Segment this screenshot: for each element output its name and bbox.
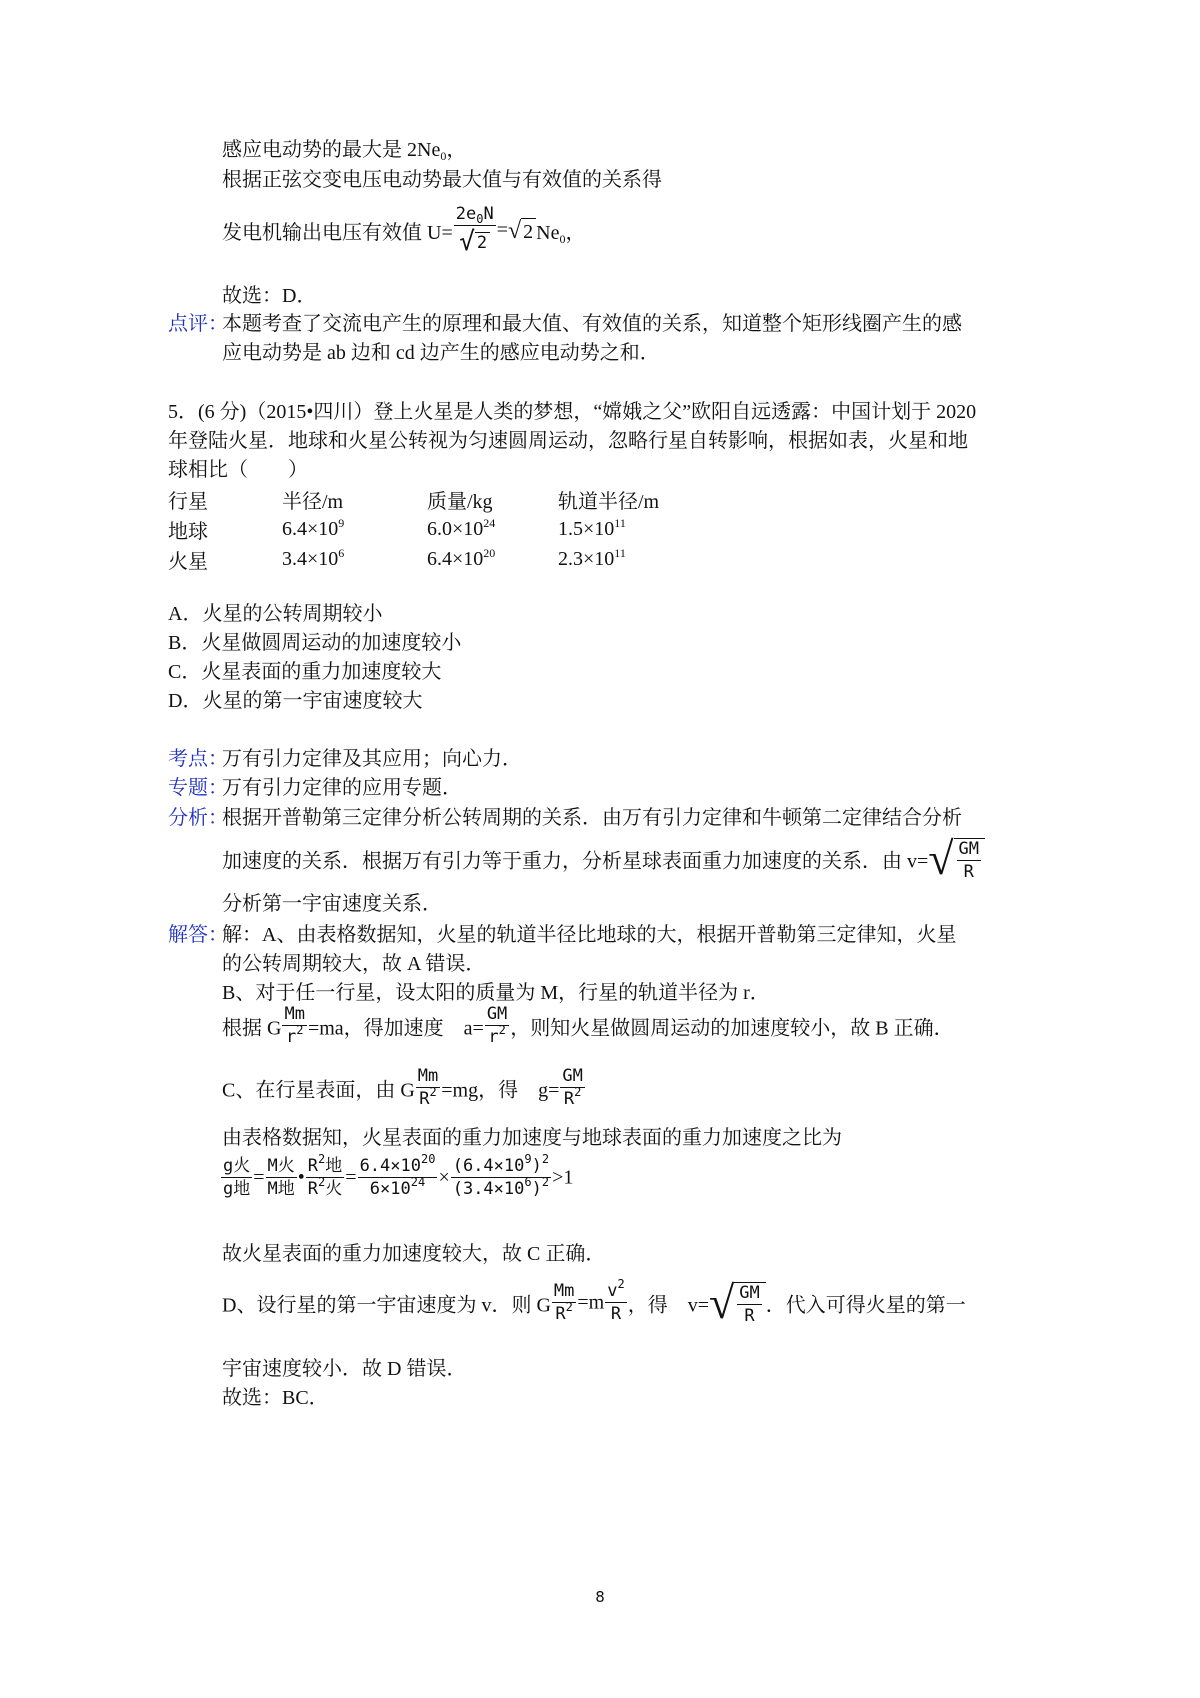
table-cell: 火星 <box>168 550 208 573</box>
formula-line: C、在行星表面，由 G $\frac{Mm}{R^2}$ =mg，得 g= $\frac{GM}{R^2}$ <box>222 1066 583 1109</box>
planet-table <box>168 484 698 574</box>
option-b: B．火星做圆周运动的加速度较小 <box>168 632 462 654</box>
text-line: 解：A、由表格数据知，火星的轨道半径比地球的大，根据开普勒第三定律知，火星 <box>222 924 957 946</box>
table-header: 半径/m <box>282 490 344 513</box>
text-line: 故选：BC． <box>222 1387 329 1409</box>
table-row <box>168 514 698 544</box>
formula-line: 加速度的关系．根据万有引力等于重力，分析星球表面重力加速度的关系．由 v=√ $\frac{GM}{R}$ <box>222 836 985 882</box>
kaodian-label: 考点： <box>168 748 228 770</box>
question-line: 年登陆火星．地球和火星公转视为匀速圆周运动，忽略行星自转影响，根据如表，火星和地 <box>168 430 968 452</box>
table-cell: 地球 <box>168 520 208 543</box>
table-cell: $1.5\times 10^{11}$ <box>558 515 626 540</box>
table-header-row <box>168 484 698 514</box>
jieda-label: 解答： <box>168 924 228 946</box>
text-line: 故选：D． <box>222 285 317 307</box>
fenxi-label: 分析： <box>168 807 228 829</box>
text-line: 的公转周期较大，故 A 错误． <box>222 953 486 975</box>
question-line: 球相比（ ） <box>168 459 308 481</box>
comment-label: 点评： <box>168 313 228 335</box>
text-line: 宇宙速度较小．故 D 错误． <box>222 1358 467 1380</box>
text-line: 万有引力定律及其应用；向心力． <box>222 748 522 770</box>
formula-line: 发电机输出电压有效值 U= $\frac{2e_0N}{√ 2}$ =√ 2 $Ne_0$， <box>222 204 586 257</box>
text-line: 分析第一宇宙速度关系． <box>222 893 442 915</box>
question-line: 5．(6 分)（2015•四川）登上火星是人类的梦想，“嫦娥之父”欧阳自远透露：中国计划于 2020 <box>168 401 977 423</box>
text-line: 根据开普勒第三定律分析公转周期的关系．由万有引力定律和牛顿第二定律结合分析 <box>222 807 962 829</box>
table-cell: $6.0\times 10^{24}$ <box>427 515 496 540</box>
page-number: 8 <box>595 1588 605 1606</box>
text-line: 根据正弦交变电压电动势最大值与有效值的关系得 <box>222 169 662 191</box>
text-line: 感应电动势的最大是 $2Ne_0$， <box>222 139 467 163</box>
table-header: 轨道半径/m <box>558 490 660 513</box>
table-cell: $2.3\times 10^{11}$ <box>558 545 626 570</box>
text-line: B、对于任一行星，设太阳的质量为 M，行星的轨道半径为 r． <box>222 982 770 1004</box>
text-line: 本题考查了交流电产生的原理和最大值、有效值的关系，知道整个矩形线圈产生的感 <box>222 313 962 335</box>
zhuanti-label: 专题： <box>168 777 228 799</box>
formula-line: D、设行星的第一宇宙速度为 v．则 G $\frac{Mm}{R^2}$ =m $\frac{v^2}{R}$ ，得 v=√ $\frac{GM}{R}$ ．代入可得火星的第一 <box>222 1277 966 1328</box>
text-line: 由表格数据知，火星表面的重力加速度与地球表面的重力加速度之比为 <box>222 1127 842 1149</box>
table-cell: $6.4\times 10^{20}$ <box>427 545 496 570</box>
table-cell: $3.4\times 10^6$ <box>282 545 345 570</box>
formula-line: 根据 G $\frac{Mm}{r^2}$ =ma，得加速度 a= $\frac{GM}{r^2}$ ，则知火星做圆周运动的加速度较小，故 B 正确． <box>222 1004 954 1047</box>
table-cell: $6.4\times 10^9$ <box>282 515 345 540</box>
text-line: 万有引力定律的应用专题． <box>222 777 462 799</box>
text-line: 故火星表面的重力加速度较大，故 C 正确． <box>222 1243 606 1265</box>
option-d: D．火星的第一宇宙速度较大 <box>168 690 423 712</box>
table-header: 行星 <box>168 490 208 513</box>
text-line: 应电动势是 ab 边和 cd 边产生的感应电动势之和． <box>222 342 660 364</box>
ratio-formula: $\frac{\text{g火}}{\text{g地}}$ = $\frac{\text{M火}}{\text{M地}}$ • $\frac{R^2地}{R^2火}$ = $\frac{6.4\times 10^{20}}{6\times 10^{24}}$ × $\frac{(6.4\times 10^9)^2}{(3.4\times 10^6)^2}$ >1 <box>223 1152 574 1199</box>
fraction: $\frac{2e_0N}{√ 2}$ <box>455 204 494 257</box>
option-a: A．火星的公转周期较小 <box>168 603 383 625</box>
option-c: C．火星表面的重力加速度较大 <box>168 661 442 683</box>
table-header: 质量/kg <box>427 490 493 513</box>
table-row <box>168 544 698 574</box>
